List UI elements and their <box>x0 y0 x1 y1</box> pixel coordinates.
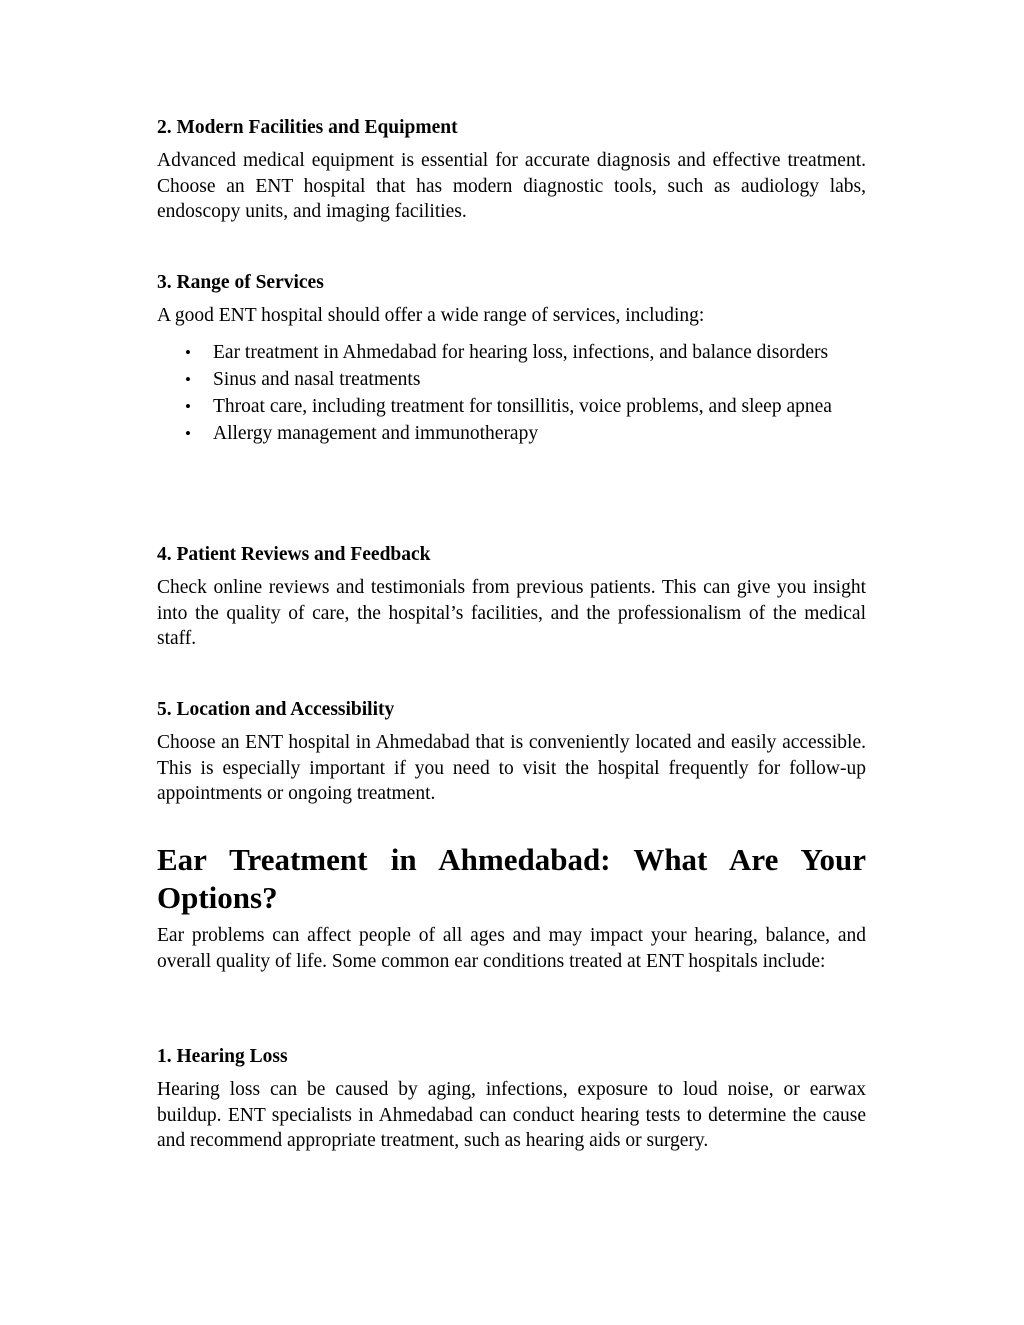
bullet-icon: • <box>185 370 191 389</box>
bullet-icon: • <box>185 343 191 362</box>
section-body-location: Choose an ENT hospital in Ahmedabad that is conveniently located and easily accessible. This is especially important if you need to visit the hospital frequently for follow-up appointments or ongoing treatment. <box>157 732 866 804</box>
list-item-text: Sinus and nasal treatments <box>213 369 421 390</box>
section-heading-reviews: 4. Patient Reviews and Feedback <box>157 544 431 565</box>
services-list <box>157 340 866 448</box>
bullet-icon: • <box>185 397 191 416</box>
bullet-icon: • <box>185 424 191 443</box>
list-item <box>157 367 866 393</box>
section-heading-hearing-loss: 1. Hearing Loss <box>157 1046 288 1067</box>
list-item-text: Throat care, including treatment for tonsillitis, voice problems, and sleep apnea <box>213 396 832 417</box>
list-item <box>157 340 866 366</box>
list-item <box>157 421 866 447</box>
list-item-text: Allergy management and immunotherapy <box>213 423 539 444</box>
section-body-services: A good ENT hospital should offer a wide range of services, including: <box>157 305 705 326</box>
list-item <box>157 394 866 420</box>
section-body-ear-treatment: Ear problems can affect people of all ages and may impact your hearing, balance, and overall quality of life. Some common ear conditions treated at ENT hospitals include: <box>157 925 866 972</box>
section-body-hearing-loss: Hearing loss can be caused by aging, infections, exposure to loud noise, or earwax buildup. ENT specialists in Ahmedabad can conduct hearing tests to determine the cause and recommend appropriate treatment, such as hearing aids or surgery. <box>157 1079 866 1151</box>
section-heading-location: 5. Location and Accessibility <box>157 699 395 720</box>
section-body-facilities: Advanced medical equipment is essential for accurate diagnosis and effective treatment. Choose an ENT hospital that has modern diagnostic tools, such as audiology labs, endoscopy units, and imaging facilities. <box>157 150 866 222</box>
list-item-text: Ear treatment in Ahmedabad for hearing loss, infections, and balance disorders <box>213 342 829 363</box>
page-heading-ear-treatment: Ear Treatment in Ahmedabad: What Are Your Options? <box>157 842 866 915</box>
section-heading-facilities: 2. Modern Facilities and Equipment <box>157 117 458 138</box>
section-heading-services: 3. Range of Services <box>157 272 324 293</box>
section-body-reviews: Check online reviews and testimonials from previous patients. This can give you insight into the quality of care, the hospital’s facilities, and the professionalism of the medical staff. <box>157 577 866 649</box>
